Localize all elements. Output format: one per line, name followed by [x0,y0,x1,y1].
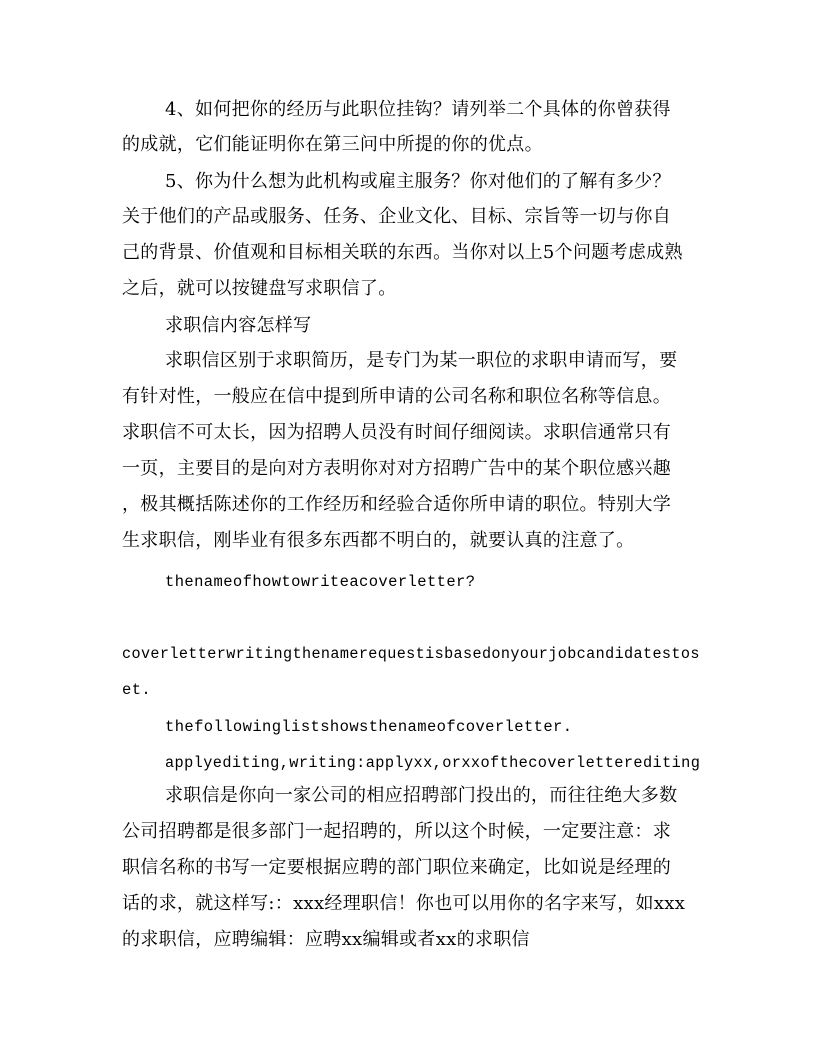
paragraph-line: 公司招聘都是很多部门一起招聘的，所以这个时候，一定要注意：求 [122,821,671,842]
english-line: thefollowinglistshowsthenameofcoverletter. [165,718,573,736]
paragraph-line: 己的背景、价值观和目标相关联的东西。当你对以上5个问题考虑成熟 [122,242,683,263]
paragraph-line: 求职信区别于求职简历，是专门为某一职位的求职申请而写，要 [165,350,678,371]
english-line: thenameofhowtowriteacoverletter? [165,573,476,591]
paragraph-line: 话的求，就这样写:：xxx经理职信！你也可以用你的名字来写，如xxx [122,893,686,914]
paragraph-line: 一页，主要目的是向对方表明你对对方招聘广告中的某个职位感兴趣 [122,458,671,479]
paragraph-line: 4、如何把你的经历与此职位挂钩？请列举二个具体的你曾获得 [165,99,671,120]
english-line: et. [122,681,152,699]
paragraph-line: 关于他们的产品或服务、任务、企业文化、目标、宗旨等一切与你自 [122,206,671,227]
paragraph-line: 的成就，它们能证明你在第三问中所提的你的优点。 [122,134,543,155]
paragraph-line: 之后，就可以按键盘写求职信了。 [122,278,397,299]
paragraph-line: 生求职信，刚毕业有很多东西都不明白的，就要认真的注意了。 [122,530,635,551]
paragraph-line: 求职信是你向一家公司的相应招聘部门投出的，而往往绝大多数 [165,785,678,806]
paragraph-line: 有针对性，一般应在信中提到所申请的公司名称和职位名称等信息。 [122,386,671,407]
english-line: coverletterwritingthenamerequestisbasedonyourjobcandidatestos [122,645,700,663]
paragraph-line: 5、你为什么想为此机构或雇主服务？你对他们的了解有多少？ [165,171,671,192]
paragraph-line: 求职信不可太长，因为招聘人员没有时间仔细阅读。求职信通常只有 [122,422,671,443]
paragraph-line: 的求职信，应聘编辑：应聘xx编辑或者xx的求职信 [122,929,530,950]
paragraph-line: ，极其概括陈述你的工作经历和经验合适你所申请的职位。特别大学 [122,494,671,515]
section-heading: 求职信内容怎样写 [165,315,312,336]
english-line: applyediting,writing:applyxx,orxxofthecoverletterediting [165,754,701,772]
paragraph-line: 职信名称的书写一定要根据应聘的部门职位来确定，比如说是经理的 [122,857,671,878]
